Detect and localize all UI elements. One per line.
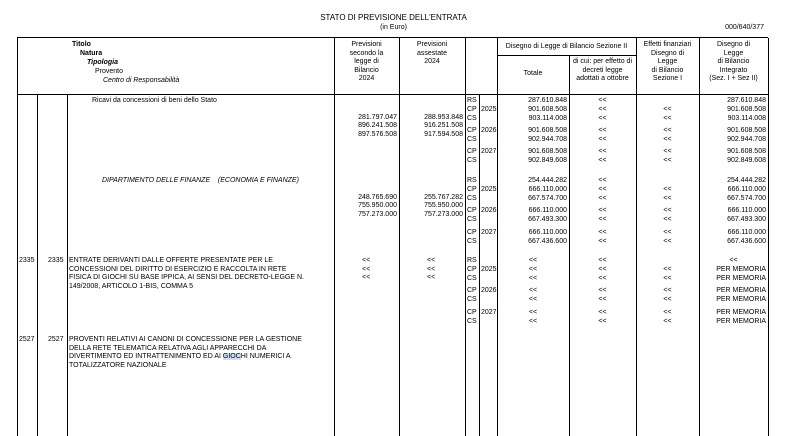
block2-integrato-2027: 666.110.000 667.436.600	[727, 229, 766, 245]
block3-effetti-2026: << <<	[663, 287, 672, 303]
header-effetti: Effetti finanziari Disegno di Legge di Bilancio Sezione I	[643, 41, 692, 82]
block2-prev-assestate: 255.767.282 755.950.000 757.273.000	[424, 193, 463, 218]
block1-effetti-2027: << <<	[663, 148, 672, 164]
header-disegno: Disegno di Legge di Bilancio Sezione II	[505, 43, 628, 50]
header-natura: Natura	[80, 50, 103, 57]
header-centro: Centro di Responsabilità	[103, 77, 180, 84]
header-prev-assestate: Previsioni assestate 2024	[416, 41, 448, 65]
block1-year-2025: 2025	[481, 106, 497, 113]
block3-prev-assestate: << << <<	[427, 257, 436, 281]
block1-totale-rs: 287.610.848	[528, 97, 567, 104]
block2-totale-rs: 254.444.282	[528, 177, 567, 184]
block2-integrato-2026: 666.110.000 667.493.300	[727, 207, 766, 223]
block4-label: PROVENTI RELATIVI AI CANONI DI CONCESSIONE PER LA GESTIONE DELLA RETE TELEMATICA RELATIVA AGLI APPARECCHI DA DIVERTIMENTO ED INTRATTENIMENTO ED AI GIOCHI NUMERICI A TOTALIZZATORE NAZIONALE	[69, 336, 302, 369]
block3-integrato-rs: <<	[729, 257, 738, 264]
block3-types-2026: CP CS	[467, 287, 477, 303]
block3-dicui-2026: << <<	[598, 287, 607, 303]
block2-totale-2026: 666.110.000 667.493.300	[528, 207, 567, 223]
block1-type-rs: RS	[467, 97, 477, 104]
page-code: 000/640/377	[725, 24, 764, 31]
block1-types-2027: CP CS	[467, 148, 477, 164]
block2-types-2026: CP CS	[467, 207, 477, 223]
block3-totale-2025: << <<	[528, 266, 538, 282]
block2-types-2027: CP CS	[467, 229, 477, 245]
block1-types-2025: CP CS	[467, 106, 477, 122]
block3-integrato-2026: PER MEMORIA PER MEMORIA	[716, 287, 766, 303]
document-subtitle: (in Euro)	[380, 24, 407, 31]
block3-dicui-2025: << <<	[598, 266, 607, 282]
block2-label: DIPARTIMENTO DELLE FINANZE (ECONOMIA E FINANZE)	[102, 177, 299, 184]
header-tipologia: Tipologia	[87, 59, 118, 66]
block1-totale-2026: 901.608.508 902.944.708	[528, 127, 567, 143]
block3-totale-rs: <<	[528, 257, 538, 264]
header-provento: Provento	[95, 68, 124, 75]
block2-integrato-rs: 254.444.282	[727, 177, 766, 184]
block2-effetti-2025: << <<	[663, 186, 672, 202]
block1-integrato-2025: 901.608.508 903.114.008	[727, 106, 766, 122]
block3-integrato-2025: PER MEMORIA PER MEMORIA	[716, 266, 766, 282]
block1-integrato-2026: 901.608.508 902.944.708	[727, 127, 766, 143]
block3-year-2026: 2026	[481, 287, 497, 294]
block1-effetti-2026: << <<	[663, 127, 672, 143]
block1-types-2026: CP CS	[467, 127, 477, 143]
block3-type-rs: RS	[467, 257, 477, 264]
block3-totale-2027: << <<	[528, 309, 538, 325]
header-integrato: Disegno di Legge di Bilancio Integrato (Sez. I + Sez II)	[709, 41, 758, 82]
document-title: STATO DI PREVISIONE DELL'ENTRATA	[320, 13, 467, 22]
block1-dicui-2027: << <<	[598, 148, 607, 164]
block2-year-2025: 2025	[481, 186, 497, 193]
block1-dicui-2026: << <<	[598, 127, 607, 143]
block3-totale-2026: << <<	[528, 287, 538, 303]
block1-effetti-2025: << <<	[663, 106, 672, 122]
table-top-border	[17, 37, 768, 38]
block2-type-rs: RS	[467, 177, 477, 184]
disegno-subheader-border	[497, 55, 636, 56]
block3-code-capitolo: 2335	[19, 257, 35, 264]
block3-dicui-rs: <<	[598, 257, 607, 264]
block2-dicui-2027: << <<	[598, 229, 607, 245]
block1-prev-legge: 281.797.047 896.241.508 897.576.508	[358, 113, 397, 138]
block4-code-articolo: 2527	[48, 336, 64, 343]
block2-totale-2027: 666.110.000 667.436.600	[528, 229, 567, 245]
block3-dicui-2027: << <<	[598, 309, 607, 325]
header-titolo: Titolo	[72, 41, 91, 48]
col-border	[479, 94, 480, 436]
col-border	[67, 94, 68, 436]
block3-year-2025: 2025	[481, 266, 497, 273]
block2-year-2027: 2027	[481, 229, 497, 236]
block2-types-2025: CP CS	[467, 186, 477, 202]
block1-year-2026: 2026	[481, 127, 497, 134]
block3-code-articolo: 2335	[48, 257, 64, 264]
header-dicui: di cui: per effetto di decreti legge adottati a ottobre	[572, 58, 633, 82]
block3-types-2025: CP CS	[467, 266, 477, 282]
block1-dicui-rs: <<	[598, 97, 607, 104]
header-prev-legge: Previsioni secondo la legge di Bilancio 2024	[349, 41, 384, 82]
block3-integrato-2027: PER MEMORIA PER MEMORIA	[716, 309, 766, 325]
block1-integrato-rs: 287.610.848	[727, 97, 766, 104]
block1-prev-assestate: 288.953.848 916.251.508 917.594.508	[424, 113, 463, 138]
block2-dicui-2026: << <<	[598, 207, 607, 223]
block2-year-2026: 2026	[481, 207, 497, 214]
col-border	[17, 38, 18, 436]
block1-totale-2027: 901.608.508 902.849.608	[528, 148, 567, 164]
col-border	[37, 94, 38, 436]
block1-label: Ricavi da concessioni di beni dello Stato	[92, 97, 217, 104]
col-border	[465, 38, 466, 436]
block3-types-2027: CP CS	[467, 309, 477, 325]
block2-totale-2025: 666.110.000 667.574.700	[528, 186, 567, 202]
block2-integrato-2025: 666.110.000 667.574.700	[727, 186, 766, 202]
block2-effetti-2026: << <<	[663, 207, 672, 223]
block3-year-2027: 2027	[481, 309, 497, 316]
block3-label: ENTRATE DERIVANTI DALLE OFFERTE PRESENTATE PER LE CONCESSIONI DEL DIRITTO DI ESERCIZIO E RACCOLTA IN RETE FISICA DI GIOCHI SU BASE IPPICA, AI SENSI DEL DECRETO-LEGGE N. 149/2008, ARTICOLO 1-BIS, COMMA 5	[69, 257, 304, 290]
block1-integrato-2027: 901.608.508 902.849.608	[727, 148, 766, 164]
table-header-border	[17, 94, 768, 95]
block2-dicui-rs: <<	[598, 177, 607, 184]
col-border	[768, 38, 769, 436]
block3-prev-legge: << << <<	[362, 257, 371, 281]
search-highlight[interactable]: GIOC	[222, 353, 241, 360]
block1-year-2027: 2027	[481, 148, 497, 155]
block1-totale-2025: 901.608.508 903.114.008	[528, 106, 567, 122]
block3-effetti-2027: << <<	[663, 309, 672, 325]
block1-dicui-2025: << <<	[598, 106, 607, 122]
block2-dicui-2025: << <<	[598, 186, 607, 202]
block2-effetti-2027: << <<	[663, 229, 672, 245]
block3-effetti-2025: << <<	[663, 266, 672, 282]
block2-prev-legge: 248.765.690 755.950.000 757.273.000	[358, 193, 397, 218]
header-totale: Totale	[523, 70, 543, 77]
block4-code-capitolo: 2527	[19, 336, 35, 343]
